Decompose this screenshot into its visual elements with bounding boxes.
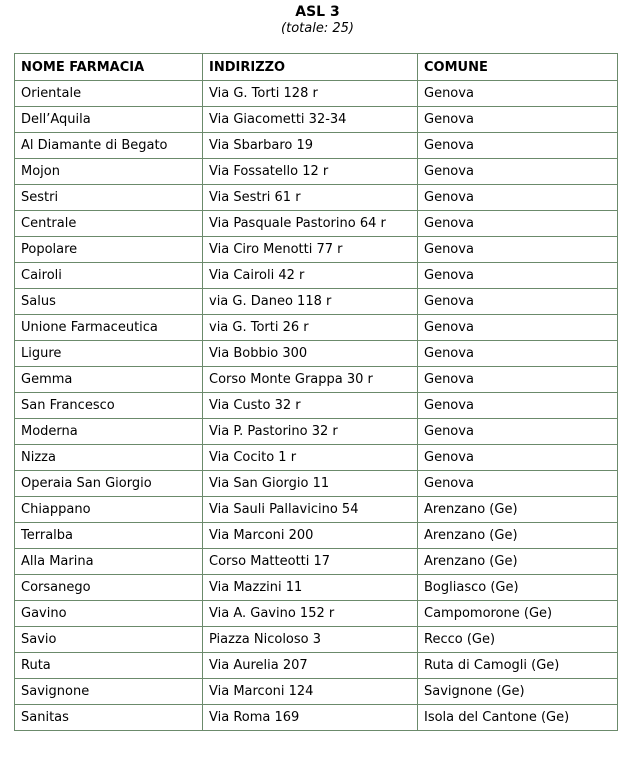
cell-pharmacy-name: Ruta bbox=[15, 653, 203, 679]
cell-address: Via Sauli Pallavicino 54 bbox=[203, 497, 418, 523]
cell-address: Via Giacometti 32-34 bbox=[203, 107, 418, 133]
cell-address: Corso Matteotti 17 bbox=[203, 549, 418, 575]
table-row bbox=[15, 575, 618, 601]
cell-pharmacy-name: Nizza bbox=[15, 445, 203, 471]
cell-pharmacy-name: Operaia San Giorgio bbox=[15, 471, 203, 497]
cell-pharmacy-name: Salus bbox=[15, 289, 203, 315]
cell-town: Genova bbox=[418, 367, 618, 393]
cell-pharmacy-name: Popolare bbox=[15, 237, 203, 263]
table-row bbox=[15, 107, 618, 133]
cell-address: Corso Monte Grappa 30 r bbox=[203, 367, 418, 393]
cell-address: Via A. Gavino 152 r bbox=[203, 601, 418, 627]
cell-pharmacy-name: Savignone bbox=[15, 679, 203, 705]
table-row bbox=[15, 159, 618, 185]
cell-address: Via Sbarbaro 19 bbox=[203, 133, 418, 159]
table-row bbox=[15, 341, 618, 367]
cell-pharmacy-name: San Francesco bbox=[15, 393, 203, 419]
cell-pharmacy-name: Ligure bbox=[15, 341, 203, 367]
table-row bbox=[15, 471, 618, 497]
table-row bbox=[15, 289, 618, 315]
cell-town: Genova bbox=[418, 289, 618, 315]
cell-town: Genova bbox=[418, 419, 618, 445]
cell-town: Recco (Ge) bbox=[418, 627, 618, 653]
cell-address: Via Pasquale Pastorino 64 r bbox=[203, 211, 418, 237]
cell-town: Genova bbox=[418, 159, 618, 185]
table-row bbox=[15, 211, 618, 237]
cell-address: Via Mazzini 11 bbox=[203, 575, 418, 601]
cell-address: Via Marconi 124 bbox=[203, 679, 418, 705]
cell-address: Via Custo 32 r bbox=[203, 393, 418, 419]
table-row bbox=[15, 237, 618, 263]
pharmacy-table bbox=[14, 53, 618, 731]
cell-pharmacy-name: Sanitas bbox=[15, 705, 203, 731]
cell-pharmacy-name: Corsanego bbox=[15, 575, 203, 601]
cell-pharmacy-name: Centrale bbox=[15, 211, 203, 237]
cell-town: Genova bbox=[418, 263, 618, 289]
cell-town: Genova bbox=[418, 471, 618, 497]
cell-pharmacy-name: Gemma bbox=[15, 367, 203, 393]
cell-pharmacy-name: Dell’Aquila bbox=[15, 107, 203, 133]
cell-pharmacy-name: Alla Marina bbox=[15, 549, 203, 575]
table-header-row bbox=[15, 54, 618, 81]
cell-town: Bogliasco (Ge) bbox=[418, 575, 618, 601]
cell-town: Savignone (Ge) bbox=[418, 679, 618, 705]
column-header-name: NOME FARMACIA bbox=[15, 54, 203, 81]
cell-address: Via Roma 169 bbox=[203, 705, 418, 731]
cell-address: Via Cairoli 42 r bbox=[203, 263, 418, 289]
cell-town: Ruta di Camogli (Ge) bbox=[418, 653, 618, 679]
cell-address: Via Aurelia 207 bbox=[203, 653, 418, 679]
table-row bbox=[15, 367, 618, 393]
cell-pharmacy-name: Orientale bbox=[15, 81, 203, 107]
table-row bbox=[15, 133, 618, 159]
cell-address: Via Ciro Menotti 77 r bbox=[203, 237, 418, 263]
table-row bbox=[15, 263, 618, 289]
document-heading bbox=[0, 0, 635, 37]
cell-address: Via Marconi 200 bbox=[203, 523, 418, 549]
cell-address: Piazza Nicoloso 3 bbox=[203, 627, 418, 653]
cell-town: Isola del Cantone (Ge) bbox=[418, 705, 618, 731]
cell-pharmacy-name: Unione Farmaceutica bbox=[15, 315, 203, 341]
table-row bbox=[15, 315, 618, 341]
table-row bbox=[15, 523, 618, 549]
cell-address: via G. Torti 26 r bbox=[203, 315, 418, 341]
cell-town: Genova bbox=[418, 107, 618, 133]
column-header-address: INDIRIZZO bbox=[203, 54, 418, 81]
cell-town: Genova bbox=[418, 393, 618, 419]
table-row bbox=[15, 705, 618, 731]
table-row bbox=[15, 81, 618, 107]
cell-pharmacy-name: Moderna bbox=[15, 419, 203, 445]
cell-town: Genova bbox=[418, 237, 618, 263]
document-subtitle: (totale: 25) bbox=[281, 21, 354, 36]
table-row bbox=[15, 185, 618, 211]
cell-pharmacy-name: Savio bbox=[15, 627, 203, 653]
cell-town: Genova bbox=[418, 315, 618, 341]
cell-address: Via Bobbio 300 bbox=[203, 341, 418, 367]
cell-address: Via Cocito 1 r bbox=[203, 445, 418, 471]
cell-town: Genova bbox=[418, 81, 618, 107]
cell-pharmacy-name: Gavino bbox=[15, 601, 203, 627]
cell-address: via G. Daneo 118 r bbox=[203, 289, 418, 315]
table-row bbox=[15, 549, 618, 575]
table-body bbox=[15, 81, 618, 731]
table-row bbox=[15, 679, 618, 705]
table-row bbox=[15, 497, 618, 523]
table-row bbox=[15, 419, 618, 445]
cell-town: Arenzano (Ge) bbox=[418, 523, 618, 549]
table-row bbox=[15, 627, 618, 653]
cell-town: Arenzano (Ge) bbox=[418, 549, 618, 575]
table-row bbox=[15, 393, 618, 419]
cell-town: Campomorone (Ge) bbox=[418, 601, 618, 627]
cell-pharmacy-name: Al Diamante di Begato bbox=[15, 133, 203, 159]
table-row bbox=[15, 445, 618, 471]
cell-town: Genova bbox=[418, 341, 618, 367]
table-row bbox=[15, 601, 618, 627]
document-title: ASL 3 bbox=[295, 4, 340, 20]
cell-address: Via San Giorgio 11 bbox=[203, 471, 418, 497]
cell-pharmacy-name: Chiappano bbox=[15, 497, 203, 523]
cell-address: Via Sestri 61 r bbox=[203, 185, 418, 211]
column-header-town: COMUNE bbox=[418, 54, 618, 81]
cell-pharmacy-name: Terralba bbox=[15, 523, 203, 549]
cell-town: Genova bbox=[418, 211, 618, 237]
cell-address: Via G. Torti 128 r bbox=[203, 81, 418, 107]
cell-pharmacy-name: Cairoli bbox=[15, 263, 203, 289]
cell-town: Genova bbox=[418, 185, 618, 211]
table-row bbox=[15, 653, 618, 679]
cell-town: Arenzano (Ge) bbox=[418, 497, 618, 523]
cell-address: Via P. Pastorino 32 r bbox=[203, 419, 418, 445]
cell-pharmacy-name: Sestri bbox=[15, 185, 203, 211]
cell-town: Genova bbox=[418, 445, 618, 471]
cell-town: Genova bbox=[418, 133, 618, 159]
cell-pharmacy-name: Mojon bbox=[15, 159, 203, 185]
cell-address: Via Fossatello 12 r bbox=[203, 159, 418, 185]
